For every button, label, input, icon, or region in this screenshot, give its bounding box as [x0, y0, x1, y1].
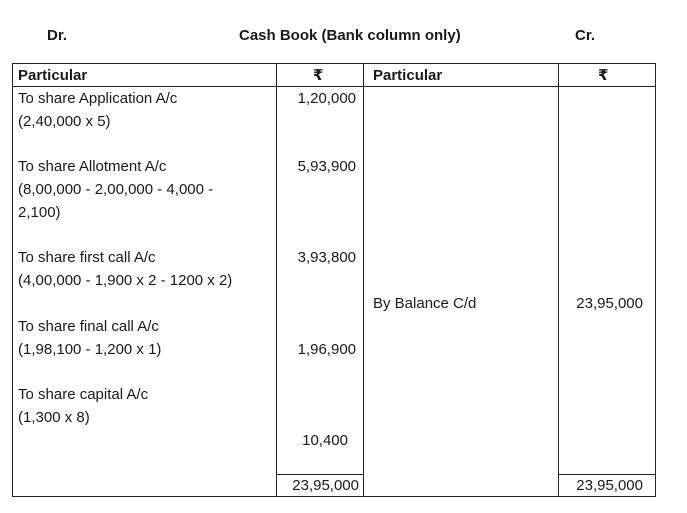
debit-entry-amount: 1,20,000: [297, 90, 356, 107]
debit-entry-amount: 1,96,900: [297, 341, 356, 358]
debit-total: 23,95,000: [292, 477, 359, 494]
debit-entry-detail: (4,00,000 - 1,900 x 2 - 1200 x 2): [18, 272, 233, 289]
debit-entry-label: To share capital A/c: [18, 386, 149, 403]
debit-entry-detail: (2,40,000 x 5): [18, 113, 111, 130]
credit-entry-amount: 23,95,000: [576, 295, 643, 312]
debit-entry-detail: (8,00,000 - 2,00,000 - 4,000 -: [18, 181, 214, 198]
debit-entry-label: To share first call A/c: [18, 249, 156, 266]
debit-entry-label: To share final call A/c: [18, 318, 159, 335]
credit-total: 23,95,000: [576, 477, 643, 494]
debit-entry-detail: (1,300 x 8): [18, 409, 90, 426]
debit-entry-amount: 3,93,800: [297, 249, 356, 266]
debit-entry-detail: 2,100): [18, 204, 61, 221]
cr-label: Cr.: [575, 27, 596, 44]
header-row-divider: [13, 86, 655, 87]
dr-label: Dr.: [47, 27, 68, 44]
particular-right-heading: Particular: [373, 67, 443, 84]
column-divider: [558, 64, 559, 496]
debit-entry-label: To share Application A/c: [18, 90, 178, 107]
debit-entry-label: To share Allotment A/c: [18, 158, 167, 175]
credit-entry-label: By Balance C/d: [373, 295, 477, 312]
amount-right-heading: ₹: [598, 67, 609, 84]
amount-left-heading: ₹: [313, 67, 324, 84]
particular-left-heading: Particular: [18, 67, 88, 84]
column-divider: [363, 64, 364, 496]
cash-book-table: [12, 63, 656, 497]
debit-entry-amount: 10,400: [302, 432, 348, 449]
debit-entry-amount: 5,93,900: [297, 158, 356, 175]
debit-entry-detail: (1,98,100 - 1,200 x 1): [18, 341, 162, 358]
cash-book-title: Cash Book (Bank column only): [239, 27, 461, 44]
